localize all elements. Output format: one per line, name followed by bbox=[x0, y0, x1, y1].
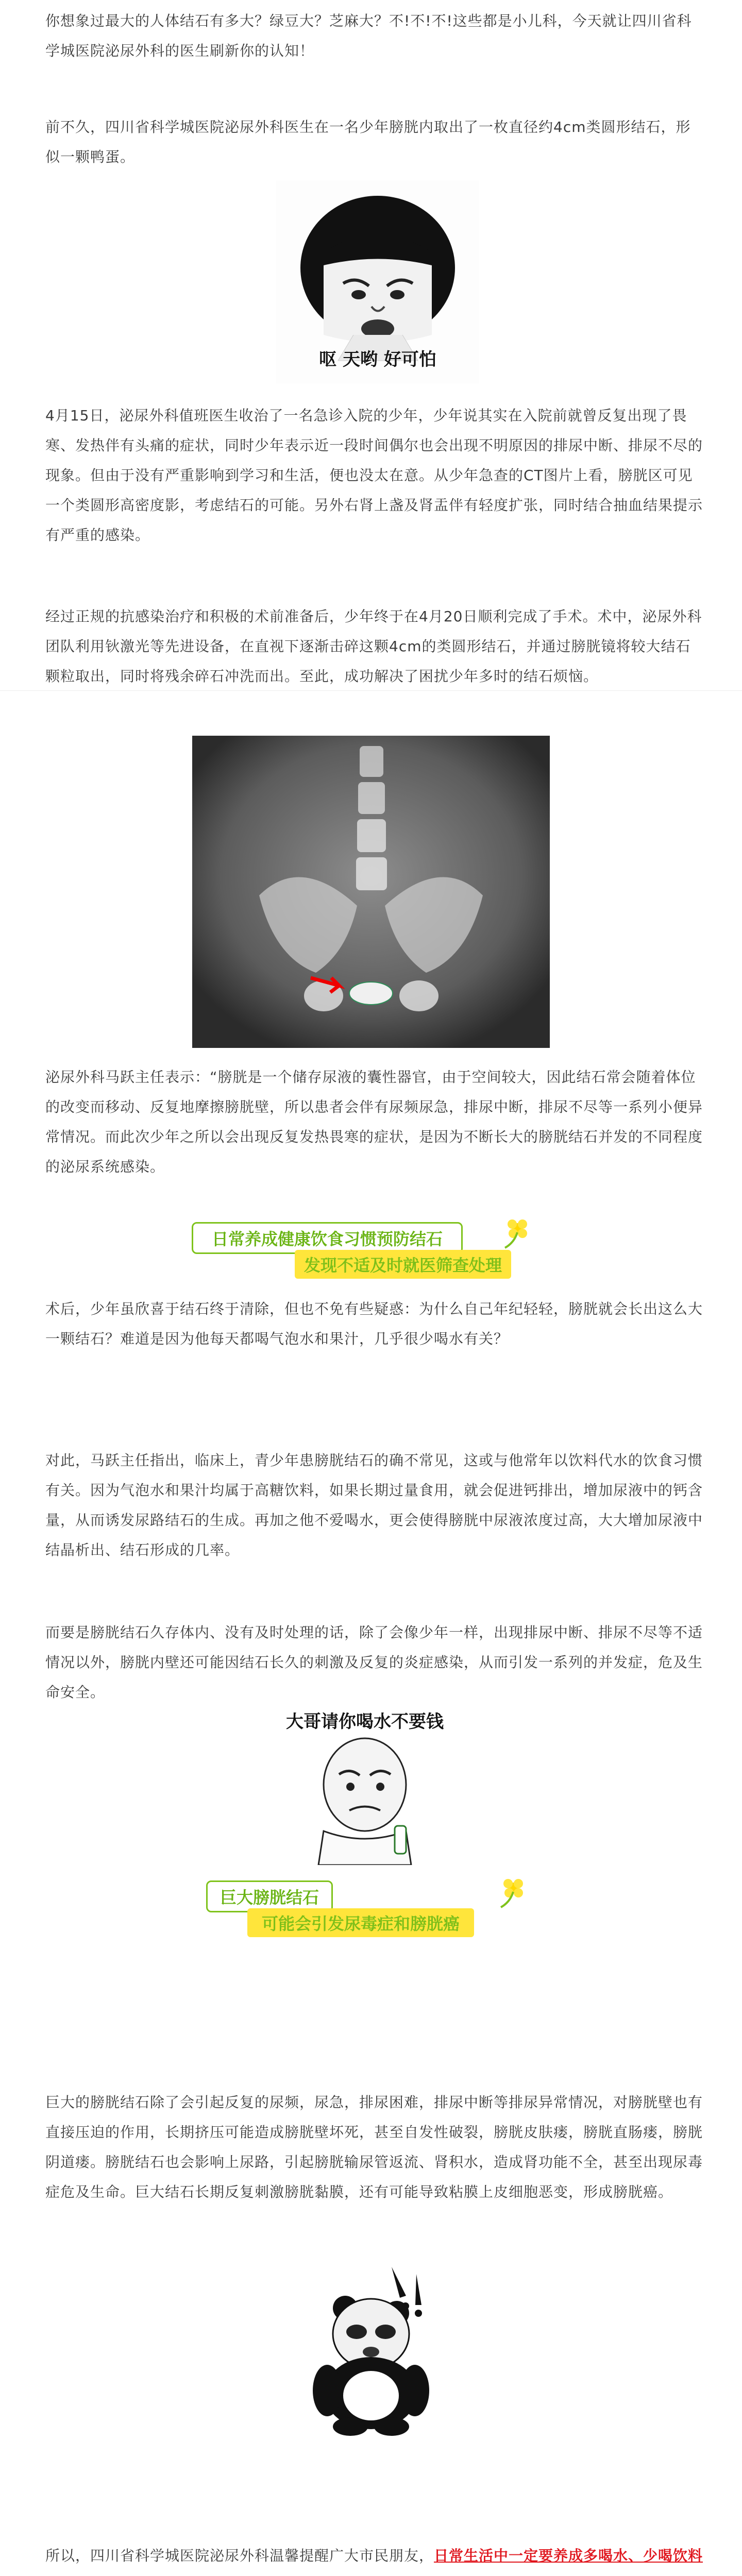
paragraph-risk: 而要是膀胱结石久存体内、没有及时处理的话，除了会像少年一样，出现排尿中断、排尿不尽等不适情况以外，膀胱内壁还可能因结石长久的刺激及反复的炎症感染，从而引发一系列的并发症，危及生命安全。 bbox=[45, 1624, 703, 1701]
meme-panda-image bbox=[278, 2262, 464, 2437]
paragraph-stone-found: 前不久，四川省科学城医院泌尿外科医生在一名少年膀胱内取出了一枚直径约4cm类圆形结石，形似一颗鸭蛋。 bbox=[45, 118, 691, 165]
meme-bowlcut-face-image bbox=[276, 180, 479, 383]
paragraph-cause: 对此，马跃主任指出，临床上，青少年患膀胱结石的确不常见，这或与他常年以饮料代水的饮食习惯有关。因为气泡水和果汁均属于高糖饮料，如果长期过量食用，就会促进钙排出，增加尿液中的钙含量，从而诱发尿路结石的生成。再加之他不爱喝水，更会使得膀胱中尿液浓度过高，大大增加尿液中结晶析出、结石形成的几率。 bbox=[45, 1452, 703, 1558]
ct-scan-icon bbox=[192, 736, 550, 1048]
banner-risk bbox=[206, 1875, 536, 1942]
flower-icon bbox=[499, 1217, 540, 1250]
banner-prevention bbox=[192, 1217, 552, 1286]
reminder-text-a: 所以，四川省科学城医院泌尿外科温馨提醒广大市民朋友， bbox=[45, 2547, 434, 2564]
paragraph-surgery: 经过正规的抗感染治疗和积极的术前准备后，少年终于在4月20日顺利完成了手术。术中，泌尿外科团队利用钬激光等先进设备，在直视下逐渐击碎这颗4cm的类圆形结石，并通过膀胱镜将较大结石颗粒取出，同时将残余碎石冲洗而出。至此，成功解决了困扰少年多时的结石烦恼。 bbox=[45, 608, 702, 685]
paragraph-reminder bbox=[45, 2541, 704, 2576]
paragraph-admission: 4月15日，泌尿外科值班医生收治了一名急诊入院的少年，少年说其实在入院前就曾反复出现了畏寒、发热伴有头痛的症状，同时少年表示近一段时间偶尔也会出现不明原因的排尿中断、排尿不尽的现象。但由于没有严重影响到学习和生活，便也没太在意。从少年急查的CT图片上看，膀胱区可见一个类圆形高密度影，考虑结石的可能。另外右肾上盏及肾盂伴有轻度扩张，同时结合抽血结果提示有严重的感染。 bbox=[45, 407, 703, 544]
banner1-line1: 日常养成健康饮食习惯预防结石 bbox=[192, 1222, 463, 1254]
intro-paragraph: 你想象过最大的人体结石有多大？绿豆大？芝麻大？不!不!不!这些都是小儿科，今天就让四川省科学城医院泌尿外科的医生刷新你的认知！ bbox=[45, 12, 692, 59]
panda-icon bbox=[278, 2262, 464, 2437]
banner1-line2: 发现不适及时就医筛查处理 bbox=[295, 1250, 511, 1279]
banner2-line1: 巨大膀胱结石 bbox=[206, 1880, 333, 1912]
paragraph-director-statement: 泌尿外科马跃主任表示：“膀胱是一个储存尿液的囊性器官，由于空间较大，因此结石常会随着体位的改变而移动、反复地摩擦膀胱壁，所以患者会伴有尿频尿急，排尿中断，排尿不尽等一系列小便异常情况。而此次少年之所以会出现反复发热畏寒的症状，是因为不断长大的膀胱结石并发的不同程度的泌尿系统感染。 bbox=[45, 1069, 703, 1175]
paragraph-complications: 巨大的膀胱结石除了会引起反复的尿频，尿急，排尿困难，排尿中断等排尿异常情况，对膀胱壁也有直接压迫的作用，长期挤压可能造成膀胱壁坏死，甚至自发性破裂，膀胱皮肤瘘，膀胱直肠瘘，膀胱阴道瘘。膀胱结石也会影响上尿路，引起膀胱输尿管返流、肾积水，造成肾功能不全，甚至出现尿毒症危及生命。巨大结石长期反复刺激膀胱黏膜，还有可能导致粘膜上皮细胞恶变，形成膀胱癌。 bbox=[45, 2094, 703, 2200]
reminder-highlight: 日常生活中一定要养成多喝水、少喝饮料 bbox=[434, 2547, 703, 2564]
paragraph-question: 术后，少年虽欣喜于结石终于清除，但也不免有些疑惑：为什么自己年纪轻轻，膀胱就会长出这么大一颗结石？难道是因为他每天都喝气泡水和果汁，几乎很少喝水有关？ bbox=[45, 1300, 703, 1347]
meme2-caption: 大哥请你喝水不要钱 bbox=[286, 1711, 444, 1732]
meme1-caption: 呕 天哟 好可怕 bbox=[319, 349, 436, 370]
meme-drink-water-image bbox=[282, 1704, 447, 1868]
ct-scan-image bbox=[192, 736, 550, 1048]
cartoon-face-icon bbox=[303, 1733, 427, 1865]
section-divider bbox=[0, 690, 742, 691]
flower-icon bbox=[495, 1876, 536, 1909]
banner2-line2: 可能会引发尿毒症和膀胱癌 bbox=[247, 1908, 474, 1937]
